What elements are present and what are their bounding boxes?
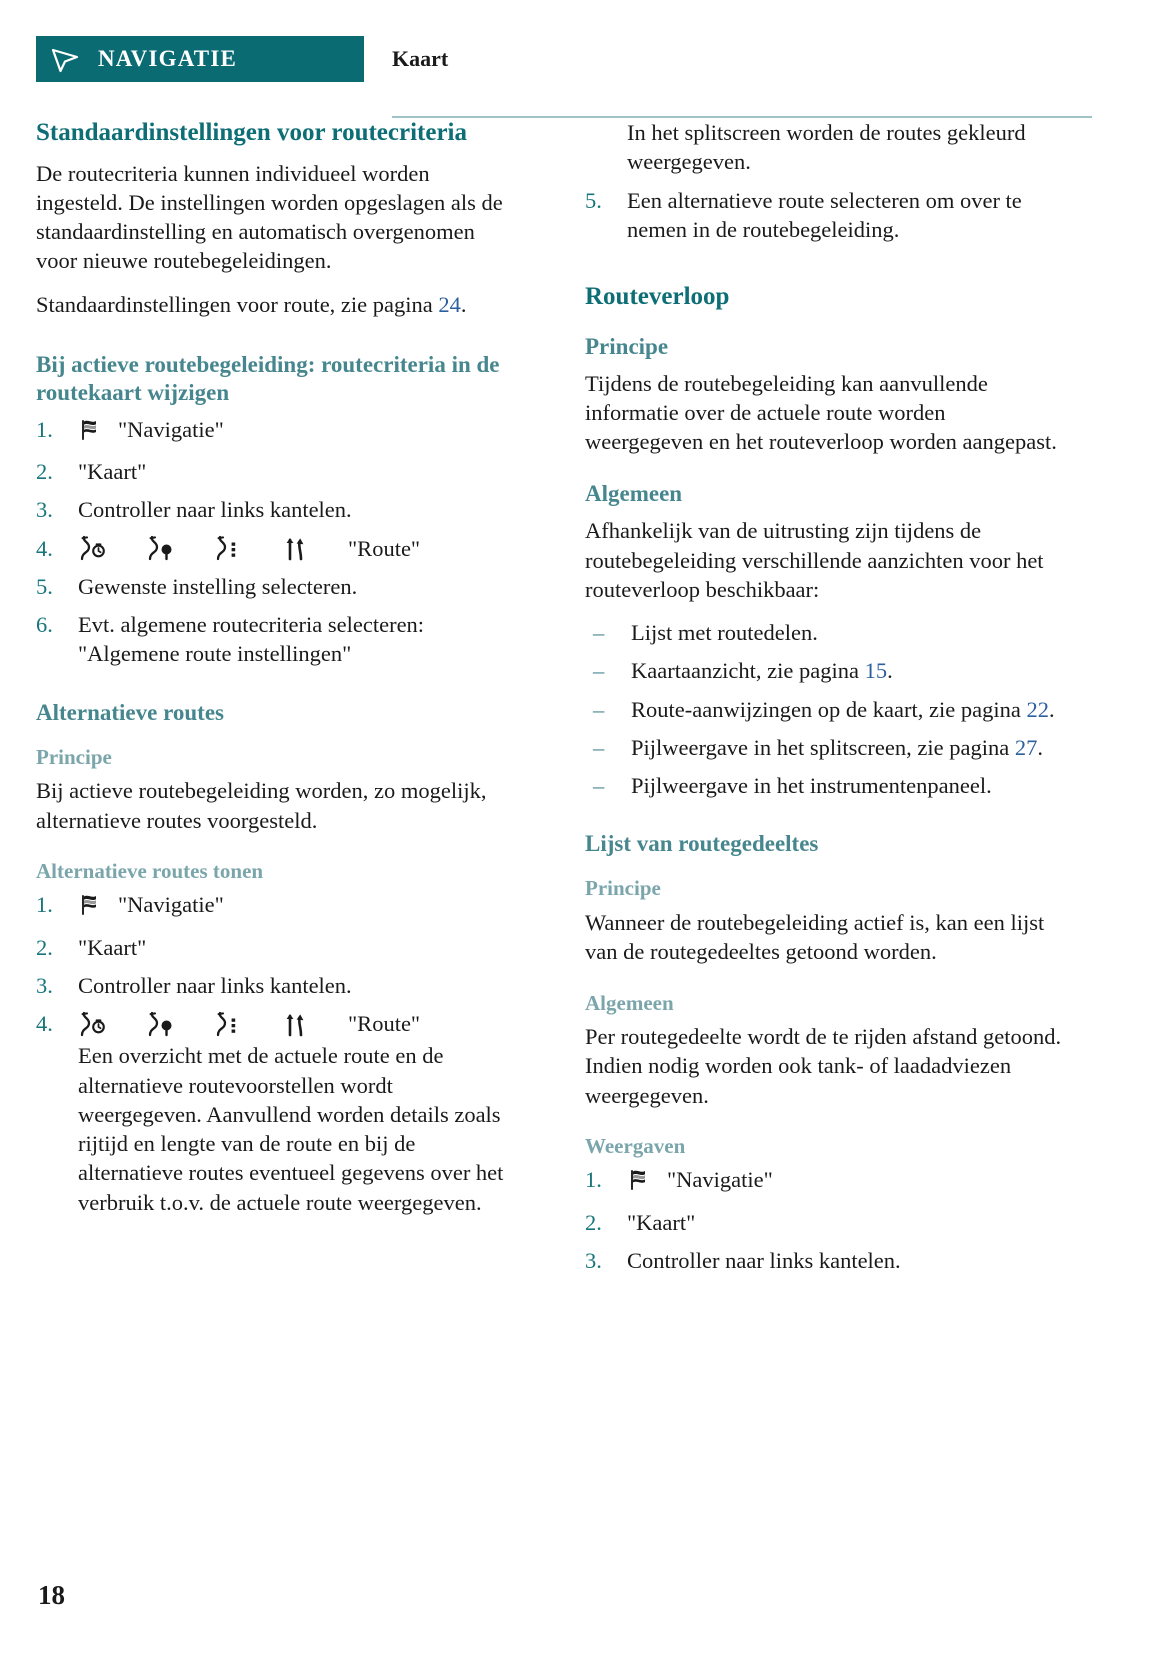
right-column (585, 118, 1065, 1287)
step-number: 4. (36, 535, 53, 561)
step-text: Controller naar links kantelen. (78, 497, 352, 523)
steps-list-continued (585, 118, 1065, 244)
list-item (585, 1208, 1065, 1237)
list-item (585, 656, 1065, 685)
bullet-content (631, 771, 1065, 800)
heading-alternatieve-routes-tonen: Alternatieve routes tonen (36, 858, 264, 883)
bullet-text: Pijlweergave in het splitscreen, zie pagina (631, 734, 1015, 760)
step-number: 4. (36, 1011, 53, 1037)
step-text: Evt. algemene routecriteria selecteren: "Algemene route instellingen" (78, 612, 425, 667)
header-tab-label: NAVIGATIE (98, 46, 238, 71)
step-text: "Navigatie" (118, 416, 224, 442)
list-item (585, 771, 1065, 800)
steps-list-routecriteria (36, 415, 516, 669)
content-columns (0, 118, 1165, 1287)
bullet-text-after: . (887, 658, 893, 684)
list-item (36, 415, 516, 448)
page-number: 18 (38, 1580, 65, 1610)
dash-bullet: – (593, 734, 605, 760)
step-text: Een alternatieve route selecteren om over te nemen in de routebegeleiding. (627, 187, 1022, 242)
step-text: "Navigatie" (667, 1167, 773, 1193)
continued-text: In het splitscreen worden de routes gekleurd weergegeven. (627, 120, 1026, 175)
winding-road-dots-icon (214, 535, 244, 561)
header-navigation-tab (36, 36, 364, 82)
step-number-empty (585, 118, 627, 177)
step-number: 2. (585, 1209, 602, 1235)
step-content (78, 890, 516, 923)
bullet-text-after: . (1037, 734, 1043, 760)
step-content (627, 1165, 1065, 1198)
list-item (36, 1009, 516, 1217)
list-item (36, 457, 516, 486)
paragraph-lijst-algemeen: Per routegedeelte wordt de te rijden afstand getoond. Indien nodig worden ook tank- of laadadviezen weergegeven. (585, 1024, 1062, 1108)
list-item (585, 1165, 1065, 1198)
paragraph-alternatieve-routes: Bij actieve routebegeleiding worden, zo mogelijk, alternatieve routes voorgesteld. (36, 778, 487, 833)
step-number: 1. (585, 1167, 602, 1193)
bullet-content (631, 695, 1065, 724)
step-text: "Kaart" (78, 934, 147, 960)
paragraph-text-before: Standaardinstellingen voor route, zie pagina (36, 291, 439, 317)
route-icon-row (78, 1009, 516, 1038)
navigation-arrow-icon (50, 45, 80, 73)
step-number: 6. (36, 612, 53, 638)
steps-list-alternatieve-routes (36, 890, 516, 1217)
heading-algemeen-lijst: Algemeen (585, 990, 674, 1015)
step-text: "Navigatie" (118, 892, 224, 918)
step-number: 3. (36, 972, 53, 998)
bullet-text: Pijlweergave in het instrumentenpaneel. (631, 773, 992, 799)
list-item (36, 495, 516, 524)
paragraph-lijst-principe: Wanneer de routebegeleiding actief is, kan een lijst van de routegedeeltes getoond worden. (585, 910, 1045, 965)
bullet-content (631, 656, 1065, 685)
step-number: 2. (36, 459, 53, 485)
two-arrows-icon (282, 1011, 310, 1037)
steps-list-weergaven (585, 1165, 1065, 1275)
heading-algemeen-routeverloop: Algemeen (585, 481, 683, 507)
paragraph-routeverloop-principe: Tijdens de routebegeleiding kan aanvullende informatie over de actuele route worden weergegeven en het routeverloop worden aangepast. (585, 370, 1057, 455)
winding-road-tree-icon (146, 1011, 176, 1037)
step-text: "Route" (348, 1011, 421, 1037)
step-number: 5. (36, 573, 53, 599)
header-subject: Kaart (392, 46, 449, 71)
dash-bullet: – (593, 773, 605, 799)
heading-bij-actieve-routebegeleiding: Bij actieve routebegeleiding: routecriteria in de routekaart wijzigen (36, 351, 500, 405)
step-text: Controller naar links kantelen. (627, 1247, 901, 1273)
heading-principe-routeverloop: Principe (585, 333, 669, 359)
dash-bullet: – (593, 696, 605, 722)
paragraph-text-after: . (460, 291, 467, 317)
heading-lijst-van-routegedeeltes: Lijst van routegedeeltes (585, 831, 819, 857)
checkered-flag-icon (78, 892, 102, 923)
step-note: Een overzicht met de actuele route en de alternatieve routevoorstellen wordt weergegeven. Aanvullend worden details zoals rijtijd en lengte van de route en bij de alternatieve routes eventueel gegevens over het verbruik t.o.v. de actuele route weergegeven. (78, 1043, 504, 1215)
paragraph-standaardinstellingen-ref (36, 290, 516, 319)
page-reference-27[interactable]: 27 (1014, 734, 1038, 760)
step-text: "Kaart" (627, 1209, 696, 1235)
heading-standaardinstellingen: Standaardinstellingen voor routecriteria (36, 119, 467, 146)
page-reference-24[interactable]: 24 (438, 291, 461, 317)
step-number: 2. (36, 934, 53, 960)
step-content (78, 1009, 516, 1217)
step-number: 3. (36, 497, 53, 523)
bullet-text-after: . (1048, 696, 1055, 722)
list-item (585, 186, 1065, 245)
list-item (36, 534, 516, 563)
list-item (585, 1246, 1065, 1275)
heading-principe-lijst: Principe (585, 876, 661, 901)
dash-bullet: – (593, 620, 605, 646)
winding-road-stopwatch-icon (78, 1011, 108, 1037)
list-item (36, 890, 516, 923)
list-item (36, 933, 516, 962)
winding-road-stopwatch-icon (78, 535, 108, 561)
list-item (585, 733, 1065, 762)
left-column (36, 118, 516, 1287)
list-item (36, 572, 516, 601)
dash-bullet: – (593, 658, 605, 684)
heading-routeverloop: Routeverloop (585, 283, 730, 310)
step-text: "Kaart" (78, 459, 147, 485)
paragraph-routecriteria: De routecriteria kunnen individueel worden ingesteld. De instellingen worden opgeslagen als de standaardinstelling en automatisch overgenomen voor nieuwe routebegeleidingen. (36, 160, 503, 274)
bullet-text: Kaartaanzicht, zie pagina (631, 658, 865, 684)
step-number: 1. (36, 416, 53, 442)
route-icon-row (78, 534, 516, 563)
page-header (0, 36, 1165, 82)
bullet-text: Route-aanwijzingen op de kaart, zie pagina (631, 696, 1027, 722)
list-item (36, 971, 516, 1000)
paragraph-algemeen-routeverloop: Afhankelijk van de uitrusting zijn tijdens de routebegeleiding verschillende aanzichten voor het routeverloop beschikbaar: (585, 518, 1044, 602)
heading-weergaven: Weergaven (585, 1133, 686, 1158)
list-item (585, 618, 1065, 647)
list-item (585, 118, 1065, 177)
heading-principe-left: Principe (36, 744, 112, 769)
step-text: "Route" (348, 535, 421, 561)
step-number: 5. (585, 187, 602, 213)
step-content (78, 415, 516, 448)
page-reference-22[interactable]: 22 (1026, 696, 1049, 722)
bullet-content (631, 618, 1065, 647)
bullet-list-aanzichten (585, 618, 1065, 800)
step-text: Controller naar links kantelen. (78, 972, 352, 998)
list-item (585, 695, 1065, 724)
checkered-flag-icon (78, 417, 102, 448)
list-item (36, 610, 516, 669)
two-arrows-icon (282, 535, 310, 561)
bullet-content (631, 733, 1065, 762)
checkered-flag-icon (627, 1167, 651, 1198)
winding-road-dots-icon (214, 1011, 244, 1037)
heading-alternatieve-routes: Alternatieve routes (36, 699, 224, 725)
step-number: 1. (36, 892, 53, 918)
page-reference-15[interactable]: 15 (864, 658, 888, 684)
step-text: Gewenste instelling selecteren. (78, 573, 358, 599)
winding-road-tree-icon (146, 535, 176, 561)
step-number: 3. (585, 1247, 602, 1273)
bullet-text: Lijst met routedelen. (631, 620, 818, 646)
